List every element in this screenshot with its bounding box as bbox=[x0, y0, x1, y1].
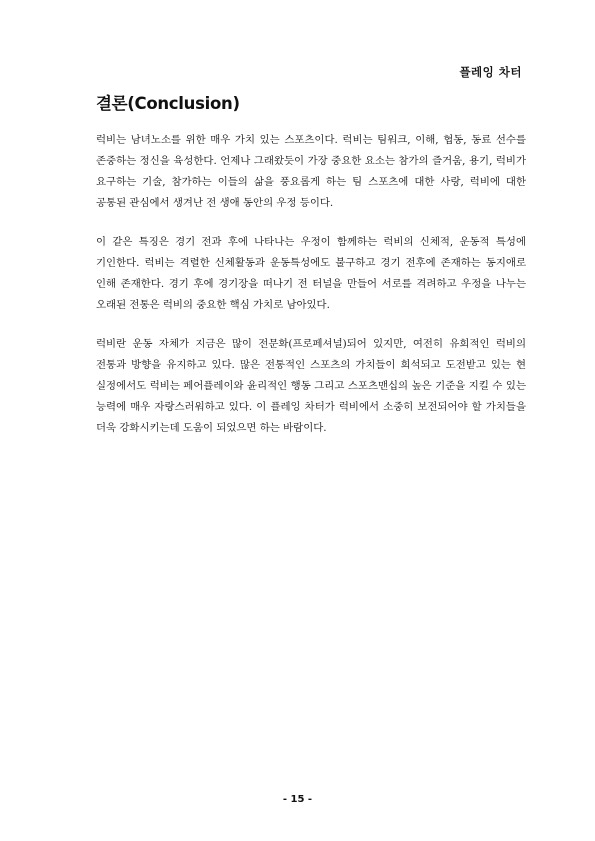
section-title: 결론(Conclusion) bbox=[96, 94, 240, 113]
paragraph-1: 럭비는 남녀노소를 위한 매우 가치 있는 스포츠이다. 럭비는 팀워크, 이해, 협동, 동료 선수를 존중하는 정신을 육성한다. 언제나 그래왔듯이 가장 중요한 요소는 참가의 즐거움, 용기, 럭비가 요구하는 기술, 참가하는 이들의 삶을 풍요롭게 하는 팀 스포츠에 대한 사랑, 럭비에 대한 공통된 관심에서 생겨난 전 생애 동안의 우정 등이다. bbox=[96, 134, 526, 209]
running-header: 플레잉 차터 bbox=[459, 65, 522, 79]
paragraph-3: 럭비란 운동 자체가 지금은 많이 전문화(프로페셔널)되어 있지만, 여전히 유희적인 럭비의 전통과 방향을 유지하고 있다. 많은 전통적인 스포츠의 가치들이 희석되고 도전받고 있는 현 실정에서도 럭비는 페어플레이와 윤리적인 행동 그리고 스포츠맨십의 높은 기준을 지킬 수 있는 능력에 매우 자랑스러워하고 있다. 이 플레잉 차터가 럭비에서 소중히 보전되어야 할 가치들을 더욱 강화시키는데 도움이 되었으면 하는 바람이다. bbox=[96, 338, 526, 434]
paragraph-2: 이 같은 특징은 경기 전과 후에 나타나는 우정이 함께하는 럭비의 신체적, 운동적 특성에 기인한다. 럭비는 격렬한 신체활동과 운동특성에도 불구하고 경기 전후에 존재하는 동지애로 인해 존재한다. 경기 후에 경기장을 떠나기 전 터널을 만들어 서로를 격려하고 우정을 나누는 오래된 전통은 럭비의 중요한 핵심 가치로 남아있다. bbox=[96, 236, 526, 311]
page-number: - 15 - bbox=[282, 794, 313, 805]
body-text bbox=[96, 130, 526, 457]
